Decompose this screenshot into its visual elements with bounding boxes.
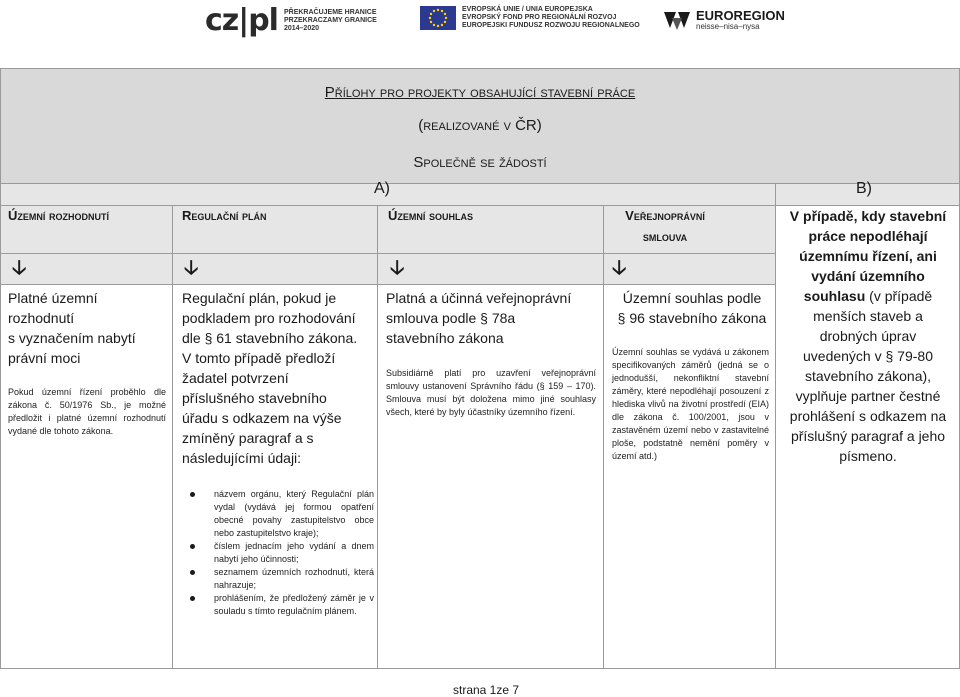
list-item: seznamem územních rozhodnutí, která nahrazuje; [182, 566, 374, 592]
bullet-icon [190, 544, 195, 549]
bullet-icon [190, 570, 195, 575]
table-border-left [0, 68, 1, 668]
czpl-logo [205, 3, 377, 38]
czpl-years: 2014–2020 [283, 25, 320, 32]
col-divider-4 [775, 183, 776, 668]
section-title: Společně se žádostí [413, 154, 547, 171]
bullet-icon [190, 492, 195, 497]
col3-note: Subsidiárně platí pro uzavření veřejnoprávní smlouvy ustanovení Správního řádu (§ 159 – 170). Smlouva musí být doložena mimo jiné souhlasy všech, které by byly účastníky územního řízení. [386, 368, 596, 417]
arrow-down-icon: 🡣 [12, 257, 27, 279]
list-item: prohlášením, že předložený záměr je v souladu s tímto regulačním plánem. [182, 592, 374, 618]
eu-line-2: EVROPSKÝ FOND PRO REGIONÁLNÍ ROZVOJ [462, 14, 617, 21]
table-line-3 [0, 253, 775, 254]
col-divider-3 [603, 205, 604, 668]
col4-main-text: Územní souhlas podle § 96 stavebního zákona [617, 290, 767, 326]
col1-note: Pokud územní řízení proběhlo dle zákona č. 50/1976 Sb., je možné předložit i platné územní rozhodnutí vydané dle tohoto zákona. [8, 387, 166, 436]
col5-text: V případě, kdy stavební práce nepodléhají územnímu řízení, ani vydání územního souhlasu (v případě menších staveb a drobných úprav uvedených v § 79-80 stavebního zákona), vyplňuje partner čestné prohlášení s odkazem na příslušný paragraf a jeho písmeno. [789, 208, 947, 464]
czpl-mark: cz|pl [205, 3, 278, 38]
euroregion-logo [662, 8, 785, 32]
eu-logo [420, 6, 640, 30]
eu-flag-icon [420, 6, 456, 30]
table-line-1 [0, 183, 960, 184]
col-divider-1 [172, 205, 173, 668]
arrow-down-icon: 🡣 [184, 257, 199, 279]
list-item: číslem jednacím jeho vydání a dnem nabytí jeho účinnosti; [182, 540, 374, 566]
page-number: strana 1ze 7 [453, 683, 520, 697]
table-border-top [0, 68, 960, 69]
euroregion-sub: neisse–nisa–nysa [696, 21, 760, 31]
czpl-line-1: PŘEKRAČUJEME HRANICE [283, 9, 377, 16]
czpl-logo-text [284, 9, 377, 33]
col4-note: Územní souhlas se vydává u zákonem specifikovaných záměrů (jedná se o jednodušší, nekonfliktní stavební záměry, které nepodléhají posouzení z hlediska vlivů na životní prostředí (EIA) dle zákona č. 100/2001, jsou v zastavěném území nebo v zastavitelné ploše, podstatně nemění poměry v území atd.) [612, 347, 769, 461]
column-heading-uzemni-rozhodnuti: Územní rozhodnutí [8, 208, 109, 223]
col-divider-2 [377, 205, 378, 668]
czpl-line-2: PRZEKRACZAMY GRANICE [283, 17, 377, 24]
bullet-icon [190, 596, 195, 601]
col2-bullet-list [182, 488, 374, 618]
eu-line-3: EUROPEJSKI FUNDUSZ ROZWOJU REGIONALNEGO [462, 22, 640, 29]
column-heading-verejnopravni-smlouva: Veřejnoprávní smlouva [625, 208, 705, 244]
column-heading-uzemni-souhlas: Územní souhlas [388, 208, 473, 223]
label-b: B) [856, 180, 872, 197]
euroregion-emblem-icon [662, 8, 692, 32]
eu-stars-icon [420, 6, 456, 30]
arrow-down-icon: 🡣 [612, 257, 627, 279]
table-border-bottom [0, 668, 960, 669]
label-a: A) [374, 180, 390, 197]
col1-main-text: Platné územní rozhodnutí s vyznačením nabytí právní moci [8, 290, 136, 366]
col2-main-text: Regulační plán, pokud je podkladem pro rozhodování dle § 61 stavebního zákona. V tomto případě předloží žadatel potvrzení příslušného stavebního úřadu s odkazem na výše zmíněný paragraf a s následujícími údaji: [182, 290, 358, 466]
document-subtitle: (realizované v ČR) [418, 117, 542, 134]
table-line-4 [0, 284, 775, 285]
eu-logo-text [462, 6, 640, 30]
eu-line-1: EVROPSKÁ UNIE / UNIA EUROPEJSKA [462, 6, 593, 13]
euroregion-name: EUROREGION [696, 7, 785, 23]
document-title: Přílohy pro projekty obsahující stavební práce [324, 84, 636, 101]
column-heading-regulacni-plan: Regulační plán [182, 208, 267, 223]
col3-main-text: Platná a účinná veřejnoprávní smlouva podle § 78a stavebního zákona [386, 290, 572, 346]
list-item: názvem orgánu, který Regulační plán vydal (vydává jej formou opatření obecné povahy zastupitelstvo obce nebo zastupitelstvo kraje); [182, 488, 374, 540]
arrow-down-icon: 🡣 [390, 257, 405, 279]
